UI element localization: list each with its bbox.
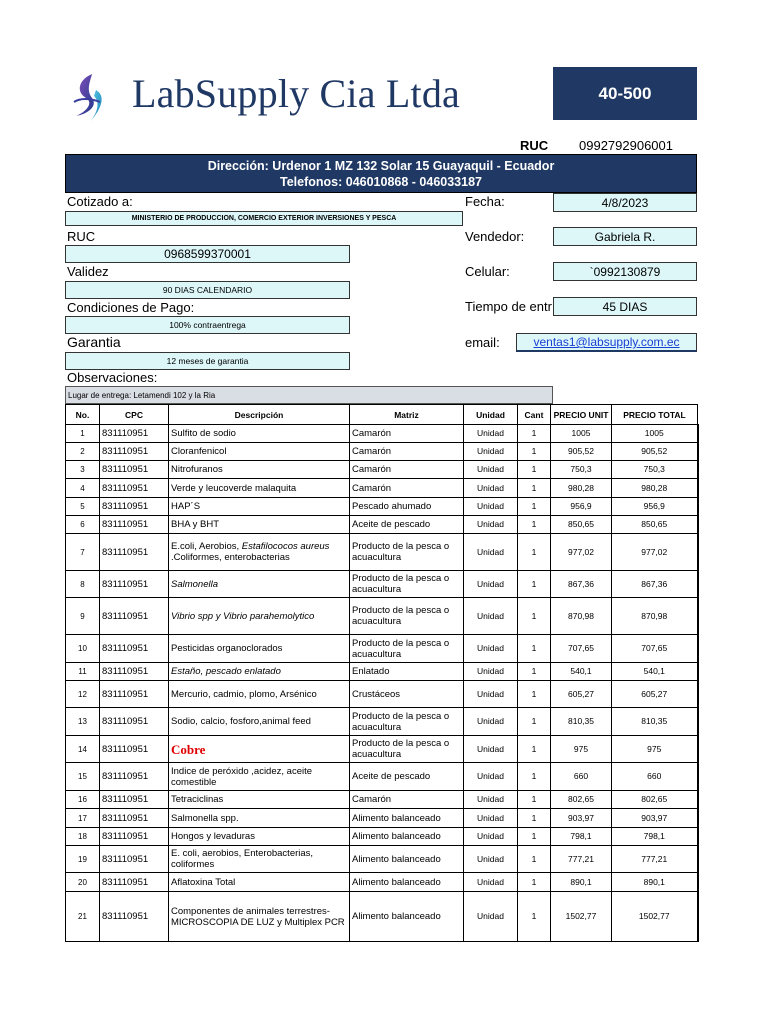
row-desc: Cobre	[169, 736, 350, 763]
row-no: 2	[66, 443, 100, 461]
row-desc: Sulfito de sodio	[169, 425, 350, 443]
row-cant: 1	[518, 791, 551, 809]
row-cpc: 831110951	[100, 479, 169, 498]
row-no: 9	[66, 598, 100, 635]
row-precio-unit: 798,1	[551, 828, 612, 846]
row-precio-unit: 905,52	[551, 443, 612, 461]
row-no: 5	[66, 498, 100, 516]
table-row	[66, 516, 698, 534]
row-precio-total: 802,65	[612, 791, 698, 809]
row-desc: Aflatoxina Total	[169, 873, 350, 892]
row-precio-total: 777,21	[612, 846, 698, 873]
row-precio-total: 798,1	[612, 828, 698, 846]
row-cpc: 831110951	[100, 809, 169, 828]
table-row	[66, 809, 698, 828]
row-unidad: Unidad	[464, 479, 518, 498]
row-cpc: 831110951	[100, 461, 169, 479]
table-row	[66, 681, 698, 708]
row-unidad: Unidad	[464, 763, 518, 791]
row-unidad: Unidad	[464, 571, 518, 598]
row-cant: 1	[518, 479, 551, 498]
col-header-cpc: CPC	[100, 405, 169, 425]
table-row	[66, 443, 698, 461]
table-row	[66, 873, 698, 892]
row-cpc: 831110951	[100, 846, 169, 873]
row-cant: 1	[518, 635, 551, 663]
row-desc: Tetraciclinas	[169, 791, 350, 809]
cotizado-field[interactable]: MINISTERIO DE PRODUCCION, COMERCIO EXTERIOR INVERSIONES Y PESCA	[65, 211, 463, 226]
row-cpc: 831110951	[100, 681, 169, 708]
row-matriz: Producto de la pesca o acuacultura	[350, 736, 464, 763]
row-precio-unit: 660	[551, 763, 612, 791]
validez-label: Validez	[67, 264, 109, 279]
row-matriz: Alimento balanceado	[350, 809, 464, 828]
table-row	[66, 635, 698, 663]
row-unidad: Unidad	[464, 846, 518, 873]
row-precio-total: 890,1	[612, 873, 698, 892]
row-matriz: Alimento balanceado	[350, 846, 464, 873]
fecha-field[interactable]: 4/8/2023	[553, 193, 697, 212]
row-precio-total: 905,52	[612, 443, 698, 461]
row-matriz: Camarón	[350, 443, 464, 461]
row-no: 13	[66, 708, 100, 736]
row-precio-total: 1005	[612, 425, 698, 443]
row-precio-unit: 977,02	[551, 534, 612, 571]
row-no: 21	[66, 892, 100, 942]
row-desc: Salmonella spp.	[169, 809, 350, 828]
row-precio-unit: 750,3	[551, 461, 612, 479]
row-no: 17	[66, 809, 100, 828]
row-cant: 1	[518, 828, 551, 846]
lugar-entrega: Lugar de entrega: Letamendi 102 y la Ria	[65, 386, 553, 404]
row-cant: 1	[518, 516, 551, 534]
observaciones-label: Observaciones:	[67, 370, 158, 385]
row-desc: Vibrio spp y Vibrio parahemolytico	[169, 598, 350, 635]
row-cpc: 831110951	[100, 892, 169, 942]
row-unidad: Unidad	[464, 892, 518, 942]
row-unidad: Unidad	[464, 873, 518, 892]
row-no: 4	[66, 479, 100, 498]
table-row	[66, 708, 698, 736]
table-row	[66, 846, 698, 873]
row-no: 12	[66, 681, 100, 708]
row-no: 7	[66, 534, 100, 571]
row-precio-total: 605,27	[612, 681, 698, 708]
row-precio-total: 810,35	[612, 708, 698, 736]
row-desc: Pesticidas organoclorados	[169, 635, 350, 663]
row-unidad: Unidad	[464, 425, 518, 443]
row-matriz: Alimento balanceado	[350, 828, 464, 846]
table-row	[66, 598, 698, 635]
row-cant: 1	[518, 809, 551, 828]
row-precio-total: 750,3	[612, 461, 698, 479]
row-precio-total: 540,1	[612, 663, 698, 681]
address-banner	[65, 154, 697, 193]
row-unidad: Unidad	[464, 708, 518, 736]
row-matriz: Camarón	[350, 791, 464, 809]
row-unidad: Unidad	[464, 663, 518, 681]
row-cant: 1	[518, 598, 551, 635]
row-matriz: Alimento balanceado	[350, 892, 464, 942]
tiempo-field[interactable]: 45 DIAS	[553, 297, 697, 316]
row-precio-unit: 605,27	[551, 681, 612, 708]
row-matriz: Camarón	[350, 479, 464, 498]
row-cpc: 831110951	[100, 598, 169, 635]
table-row	[66, 828, 698, 846]
row-precio-unit: 707,65	[551, 635, 612, 663]
row-matriz: Camarón	[350, 425, 464, 443]
row-precio-total: 903,97	[612, 809, 698, 828]
row-desc-part: .Coliformes, enterobacterias	[171, 552, 290, 563]
row-cant: 1	[518, 892, 551, 942]
row-cpc: 831110951	[100, 873, 169, 892]
row-cpc: 831110951	[100, 498, 169, 516]
row-cpc: 831110951	[100, 534, 169, 571]
row-cant: 1	[518, 443, 551, 461]
table-row	[66, 892, 698, 942]
vendedor-field[interactable]: Gabriela R.	[553, 227, 697, 246]
row-cant: 1	[518, 763, 551, 791]
row-matriz: Aceite de pescado	[350, 516, 464, 534]
garantia-label: Garantia	[67, 334, 121, 350]
email-field[interactable]	[516, 333, 697, 352]
row-precio-unit: 540,1	[551, 663, 612, 681]
row-cant: 1	[518, 681, 551, 708]
row-precio-total: 1502,77	[612, 892, 698, 942]
row-precio-total: 980,28	[612, 479, 698, 498]
row-precio-unit: 810,35	[551, 708, 612, 736]
row-unidad: Unidad	[464, 534, 518, 571]
row-cpc: 831110951	[100, 443, 169, 461]
row-desc: Mercurio, cadmio, plomo, Arsénico	[169, 681, 350, 708]
row-cpc: 831110951	[100, 708, 169, 736]
row-no: 10	[66, 635, 100, 663]
row-precio-unit: 1005	[551, 425, 612, 443]
row-precio-total: 850,65	[612, 516, 698, 534]
row-unidad: Unidad	[464, 791, 518, 809]
row-desc	[169, 534, 350, 571]
row-unidad: Unidad	[464, 809, 518, 828]
row-cpc: 831110951	[100, 516, 169, 534]
row-unidad: Unidad	[464, 681, 518, 708]
row-matriz: Producto de la pesca o acuacultura	[350, 598, 464, 635]
row-precio-total: 867,36	[612, 571, 698, 598]
quote-code: 40-500	[553, 67, 697, 120]
cotizado-label: Cotizado a:	[67, 194, 133, 209]
table-row	[66, 736, 698, 763]
logo-swirl-icon	[66, 72, 110, 124]
row-cant: 1	[518, 461, 551, 479]
row-no: 16	[66, 791, 100, 809]
row-unidad: Unidad	[464, 828, 518, 846]
items-table	[65, 404, 699, 942]
email-link[interactable]: ventas1@labsupply.com.ec	[533, 335, 680, 349]
row-precio-unit: 980,28	[551, 479, 612, 498]
col-header-cant: Cant	[518, 405, 551, 425]
row-cant: 1	[518, 534, 551, 571]
row-cpc: 831110951	[100, 763, 169, 791]
row-matriz: Producto de la pesca o acuacultura	[350, 571, 464, 598]
row-precio-unit: 867,36	[551, 571, 612, 598]
col-header-descripcion: Descripción	[169, 405, 350, 425]
row-desc: Hongos y levaduras	[169, 828, 350, 846]
row-precio-total: 975	[612, 736, 698, 763]
row-desc: E. coli, aerobios, Enterobacterias, coliformes	[169, 846, 350, 873]
client-ruc-label: RUC	[67, 229, 96, 244]
row-precio-unit: 975	[551, 736, 612, 763]
row-precio-unit: 956,9	[551, 498, 612, 516]
row-precio-total: 977,02	[612, 534, 698, 571]
garantia-field[interactable]: 12 meses de garantia	[65, 352, 350, 370]
pago-label: Condiciones de Pago:	[67, 300, 195, 315]
col-header-unidad: Unidad	[464, 405, 518, 425]
row-unidad: Unidad	[464, 516, 518, 534]
table-row	[66, 479, 698, 498]
row-cant: 1	[518, 873, 551, 892]
row-unidad: Unidad	[464, 443, 518, 461]
row-cpc: 831110951	[100, 425, 169, 443]
row-cpc: 831110951	[100, 635, 169, 663]
table-row	[66, 534, 698, 571]
row-cant: 1	[518, 571, 551, 598]
row-precio-unit: 802,65	[551, 791, 612, 809]
row-matriz: Enlatado	[350, 663, 464, 681]
row-unidad: Unidad	[464, 736, 518, 763]
row-cpc: 831110951	[100, 791, 169, 809]
row-desc: Estaño, pescado enlatado	[169, 663, 350, 681]
row-precio-unit: 850,65	[551, 516, 612, 534]
row-desc: Sodio, calcio, fosforo,animal feed	[169, 708, 350, 736]
row-precio-unit: 890,1	[551, 873, 612, 892]
row-matriz: Aceite de pescado	[350, 763, 464, 791]
row-desc: Indice de peróxido ,acidez, aceite comestible	[169, 763, 350, 791]
table-row	[66, 461, 698, 479]
row-no: 18	[66, 828, 100, 846]
row-precio-total: 870,98	[612, 598, 698, 635]
row-precio-unit: 1502,77	[551, 892, 612, 942]
table-row	[66, 425, 698, 443]
row-cant: 1	[518, 663, 551, 681]
row-desc: BHA y BHT	[169, 516, 350, 534]
row-cpc: 831110951	[100, 663, 169, 681]
row-cant: 1	[518, 425, 551, 443]
row-no: 3	[66, 461, 100, 479]
row-desc: Componentes de animales terrestres- MICROSCOPIA DE LUZ y Multiplex PCR	[169, 892, 350, 942]
client-ruc-field[interactable]: 0968599370001	[65, 245, 350, 263]
pago-field[interactable]: 100% contraentrega	[65, 316, 350, 334]
row-unidad: Unidad	[464, 635, 518, 663]
company-ruc-label: RUC	[520, 138, 549, 153]
table-header-row	[66, 405, 698, 425]
row-cant: 1	[518, 498, 551, 516]
row-no: 19	[66, 846, 100, 873]
col-header-matriz: Matriz	[350, 405, 464, 425]
row-cpc: 831110951	[100, 571, 169, 598]
table-row	[66, 498, 698, 516]
row-desc: Salmonella	[169, 571, 350, 598]
phone-line: Telefonos: 046010868 - 046033187	[280, 175, 482, 189]
row-matriz: Pescado ahumado	[350, 498, 464, 516]
table-row	[66, 663, 698, 681]
row-unidad: Unidad	[464, 461, 518, 479]
row-precio-total: 660	[612, 763, 698, 791]
row-cant: 1	[518, 736, 551, 763]
row-cpc: 831110951	[100, 828, 169, 846]
company-name: LabSupply Cia Ltda	[132, 71, 460, 116]
row-matriz: Producto de la pesca o acuacultura	[350, 635, 464, 663]
col-header-precio-total: PRECIO TOTAL	[612, 405, 698, 425]
row-cant: 1	[518, 846, 551, 873]
row-precio-total: 956,9	[612, 498, 698, 516]
table-row	[66, 571, 698, 598]
row-no: 1	[66, 425, 100, 443]
row-matriz: Alimento balanceado	[350, 873, 464, 892]
row-desc: Verde y leucoverde malaquita	[169, 479, 350, 498]
row-cpc: 831110951	[100, 736, 169, 763]
row-unidad: Unidad	[464, 498, 518, 516]
row-desc: Nitrofuranos	[169, 461, 350, 479]
col-header-precio-unit: PRECIO UNIT	[551, 405, 612, 425]
address-line: Dirección: Urdenor 1 MZ 132 Solar 15 Guayaquil - Ecuador	[207, 159, 555, 173]
row-desc: HAP´S	[169, 498, 350, 516]
row-desc: Cloranfenicol	[169, 443, 350, 461]
row-precio-unit: 777,21	[551, 846, 612, 873]
row-matriz: Producto de la pesca o acuacultura	[350, 534, 464, 571]
row-no: 11	[66, 663, 100, 681]
row-no: 6	[66, 516, 100, 534]
row-desc-part: E.coli, Aerobios,	[171, 541, 242, 552]
row-desc-italic: Estafilococos aureus	[241, 541, 330, 552]
row-no: 15	[66, 763, 100, 791]
company-ruc-value: 0992792906001	[579, 138, 673, 153]
validez-field[interactable]: 90 DIAS CALENDARIO	[65, 281, 350, 299]
celular-field[interactable]: `0992130879	[553, 262, 697, 281]
tiempo-label: Tiempo de entr	[465, 299, 552, 314]
col-header-no: No.	[66, 405, 100, 425]
row-matriz: Camarón	[350, 461, 464, 479]
row-no: 8	[66, 571, 100, 598]
row-unidad: Unidad	[464, 598, 518, 635]
fecha-label: Fecha:	[465, 194, 505, 209]
celular-label: Celular:	[465, 264, 510, 279]
row-precio-total: 707,65	[612, 635, 698, 663]
row-precio-unit: 870,98	[551, 598, 612, 635]
email-label: email:	[465, 335, 500, 350]
row-cant: 1	[518, 708, 551, 736]
row-no: 14	[66, 736, 100, 763]
company-logo	[66, 72, 110, 124]
row-matriz: Crustáceos	[350, 681, 464, 708]
table-row	[66, 763, 698, 791]
vendedor-label: Vendedor:	[465, 229, 525, 244]
row-precio-unit: 903,97	[551, 809, 612, 828]
row-matriz: Producto de la pesca o acuacultura	[350, 708, 464, 736]
row-no: 20	[66, 873, 100, 892]
table-row	[66, 791, 698, 809]
